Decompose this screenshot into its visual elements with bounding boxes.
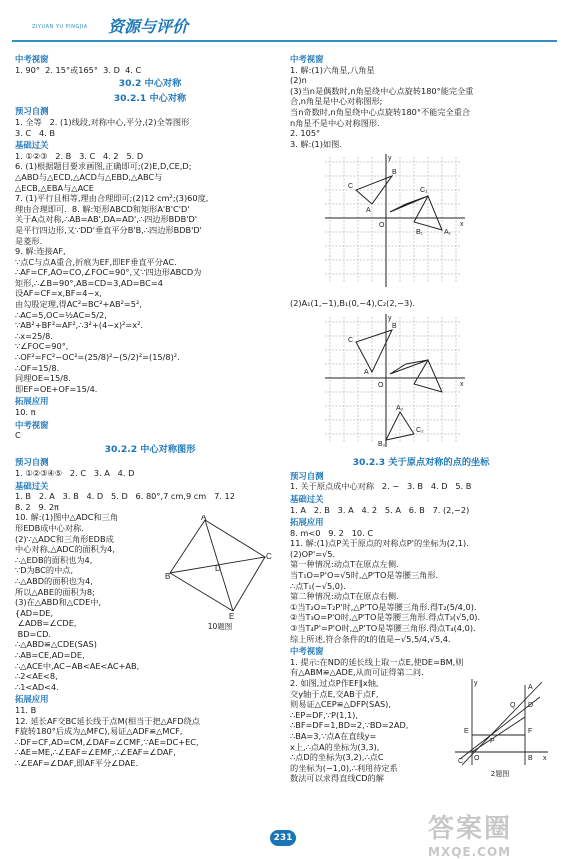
svg-text:y: y (388, 155, 392, 163)
subchapter-heading: 30.2.1 中心对称 (113, 92, 187, 104)
answer-line: ∴AB=CE,AD=DE, (15, 650, 85, 661)
figure-10 (165, 515, 275, 631)
svg-text:y: y (388, 314, 392, 322)
answer-line: 数法可以求得直线CD的解 (290, 773, 384, 784)
figure-caption: 2题图 (490, 770, 510, 779)
answer-line: ∴EP=DF,∵P(1,1), (290, 709, 358, 720)
svg-text:A: A (366, 207, 371, 215)
svg-text:B: B (392, 322, 397, 330)
answer-line: 是平行四边形,又∵DD'垂直平分B'B,∴四边形BDB'D' (15, 224, 202, 235)
coordinate-grid-figure-2 (320, 312, 552, 455)
svg-text:Q: Q (510, 701, 516, 709)
svg-text:D: D (215, 564, 221, 574)
answer-line: 第一种情况:动点T在原点左侧. (290, 559, 399, 570)
left-column (15, 52, 285, 769)
svg-text:O: O (474, 754, 480, 762)
answer-line: 理由合理即可. 8. 解:矩形ABCD和矩形A'B'C'D' (15, 203, 190, 214)
answer-line: ∴∠EAF=∠DAF,即AF平分∠DAE. (15, 758, 139, 768)
answer-line: ∴点D的坐标为(3,2),∴点C (290, 752, 384, 763)
answer-line: 1. 全等 2. (1)线段,对称中心,平分,(2)全等图形 (15, 116, 190, 127)
answer-line: ∴2<AE<8, (15, 671, 58, 682)
answer-line: 3. 解:(1)如图. (290, 138, 342, 149)
chapter-heading: 30.2 中心对称 (118, 78, 182, 90)
answer-line: 综上所述,符合条件的t的值是−√5,5/4,√5,4. (290, 633, 451, 644)
answer-line: ③当T₄P'=P'O时,△P'TO是等腰三角形.得点T₄(4,0). (290, 623, 476, 634)
answer-line: 1. 关于原点成中心对称 2. − 3. B 4. D 5. B (290, 481, 472, 492)
answer-line: 1. B 2. A 3. B 4. D 5. D 6. 80°,7 cm,9 cm 7. 12 (15, 491, 235, 502)
answer-line: (3)在△ABD和△CDE中, (15, 597, 102, 608)
answer-line: 则易证△CEP≌△DFP(SAS), (290, 699, 391, 710)
section-label: 预习自测 (15, 457, 49, 468)
answer-line: 是菱形. (15, 235, 43, 246)
answer-line: x上,∴点A的坐标为(3,3), (290, 741, 380, 752)
answer-line: 1. A 2. B 3. A 4. 2 5. A 6. B 7. (2,−2) (290, 504, 470, 515)
section-label: 预习自测 (15, 106, 49, 117)
section-label: 基础过关 (15, 480, 49, 491)
svg-text:B₂: B₂ (378, 440, 386, 448)
answer-line: BD=CD. (15, 628, 52, 639)
section-label: 中考视窗 (290, 646, 324, 657)
svg-text:O: O (378, 381, 384, 389)
watermark-text: 答案圈 (428, 814, 513, 844)
section-label: 基础过关 (290, 493, 324, 504)
answer-line: 7. (1)平行且相等,理由合理即可;(2)12 cm²;(3)60度, (15, 193, 209, 204)
answer-line: (2)∵△ADC和三角形EDB成 (15, 533, 114, 544)
figure-2 (450, 677, 550, 777)
section-label: 拓展应用 (15, 396, 49, 407)
answer-line: ∴AE=ME,∴∠EAF=∠EMF,∴∠EAF=∠DAF, (15, 747, 176, 758)
watermark (428, 808, 558, 859)
answer-block (290, 657, 552, 784)
answer-line: ∴△EDB的面积也为4, (15, 554, 93, 565)
header-rule (12, 40, 557, 42)
svg-text:A: A (528, 683, 533, 691)
svg-text:C: C (348, 336, 354, 344)
answer-line: 2. 如图,过点P作EF∥x轴, (290, 678, 379, 688)
answer-line: ∴BA=3,∵点A在直线y= (290, 730, 377, 741)
section-label: 基础过关 (15, 140, 49, 151)
svg-text:C₂: C₂ (416, 426, 424, 434)
answer-line: 第二种情况:动点T在原点右侧. (290, 591, 399, 602)
answer-line: 由勾股定理,得AC²=BC²+AB²=5², (15, 299, 142, 310)
figure-caption: 10题图 (207, 621, 233, 631)
answer-line: ∴点T₁(−√5,0). (290, 580, 346, 591)
section-label: 中考视窗 (15, 419, 49, 430)
svg-text:B: B (392, 169, 397, 177)
answer-line: 所以△ABE的面积为8; (15, 586, 95, 597)
answer-line: 11. B (15, 705, 37, 716)
answer-line: 当n奇数时,n角星绕中心点旋转180°不能完全重合 (290, 106, 471, 117)
svg-text:B₁: B₁ (416, 229, 424, 237)
svg-text:x: x (460, 380, 464, 388)
answer-line: △ECB,△EBA与△ACE (15, 182, 94, 193)
answer-line: 关于A点对称,∴AB=AB',DA=AD',∴四边形BDB'D' (15, 214, 197, 225)
answer-line: 11. 解:(1)点P关于原点的对称点P'的坐标为(2,1). (290, 538, 469, 549)
answer-line: ∠ADB=∠CDE, (15, 618, 77, 629)
answer-line: ∵∠FOC=90°, (15, 341, 69, 352)
answer-line: {AD=DE, (15, 607, 54, 618)
answer-line: ∴AC=5,OC=½AC=5/2, (15, 309, 107, 320)
header-pinyin: ZIYUAN YU PINGJIA (32, 24, 88, 30)
answer-line: 12. 延长AF交BC延长线于点M(相当于把△AFD绕点 (15, 715, 200, 726)
answer-line: 设AF=CF=x,BF=4−x, (15, 288, 102, 299)
answer-line: F旋转180°后成为△MFC),易证△ADF≌△MCF, (15, 726, 183, 737)
page-number: 231 (270, 830, 296, 846)
svg-text:B: B (528, 754, 533, 762)
svg-text:y: y (474, 679, 478, 687)
subchapter-heading: 30.2.2 中心对称图形 (104, 443, 196, 455)
svg-text:O: O (379, 222, 385, 230)
answer-line: 当T₁O=P'O=√5时,△P'TO是等腰三角形. (290, 570, 439, 581)
coordinate-grid-figure-1 (320, 152, 552, 295)
answer-line: △ABD与△ECD,△ACD与△EBD,△ABC与 (15, 171, 163, 182)
svg-text:A: A (364, 368, 369, 376)
answer-line: 矩形,∴∠B=90°,AB=CD=3,AD=BC=4 (15, 277, 163, 288)
watermark-subtext: MXQE.COM (428, 845, 512, 859)
section-label: 中考视窗 (290, 54, 324, 64)
answer-line: ①当T₂O=T₂P'时,△P'TO是等腰三角形.得T₂(5/4,0). (290, 601, 477, 612)
answer-line: 1. ①②③④⑤ 2. C 3. A 4. D (15, 467, 135, 478)
answer-line: C (15, 430, 21, 441)
answer-line: (2)OP'=√5. (290, 548, 336, 559)
svg-text:B: B (165, 572, 171, 582)
grid-diagram-1 (320, 152, 470, 292)
answer-line: ∵点C与点A重合,折痕为EF,即EF垂直平分AC. (15, 256, 177, 267)
figure-10-diagram (165, 515, 275, 619)
answer-line: 1. 解:(1)六角星,八角星 (290, 64, 375, 75)
svg-text:A₂: A₂ (396, 404, 404, 412)
header-title: 资源与评价 (108, 17, 189, 36)
svg-text:E: E (229, 612, 235, 620)
svg-text:P: P (490, 737, 495, 745)
answer-line: ∴1<AD<4. (15, 681, 59, 692)
answer-line: ∴OF=15/8. (15, 362, 60, 373)
svg-text:F: F (528, 727, 533, 735)
section-label: 预习自测 (290, 470, 324, 481)
answer-line: 6. (1)根据题目要求画图,正确即可;(2)E,D,CE,D; (15, 161, 192, 172)
answer-line: ∴AF=CF,AO=CO,∠FOC=90°,又∵四边形ABCD为 (15, 267, 202, 278)
svg-text:C: C (348, 183, 354, 191)
svg-text:x: x (543, 754, 547, 762)
answer-line: 8. 2 9. 2π (15, 501, 59, 512)
answer-line: 有△ABM≌△ADE,从而可证得第二问. (290, 667, 424, 678)
answer-line: ∴△ABD≌△CDE(SAS) (15, 639, 97, 650)
answer-line: 的坐标为(−1,0),∴利用待定系 (290, 762, 398, 773)
answer-line: ②当T₃O=P'O时,△P'TO是等腰三角形.得点T₃(√5,0). (290, 612, 481, 623)
svg-text:A₁: A₁ (444, 229, 452, 237)
grid-diagram-2 (320, 312, 470, 452)
svg-text:x: x (460, 221, 464, 229)
answer-line: 2. 105° (290, 128, 321, 139)
answer-line: 中心对称,△ADC的面积为4, (15, 544, 115, 555)
answer-line: 10. 解:(1)图中△ADC和三角 (15, 512, 119, 523)
answer-line: ∵D为BC的中点, (15, 565, 74, 576)
answer-line: ∴BF=DF=1,BD=2,∵BD=2AD, (290, 720, 409, 731)
answer-line: 形EDB成中心对称. (15, 522, 84, 533)
answer-line: (3)当n是偶数时,n角星绕中心点旋转180°能完全重 (290, 85, 474, 96)
answer-line: 同理OE=15/8. (15, 373, 71, 384)
answer-line: (2)A₁(1,−1),B₁(0,−4),C₂(2,−3). (290, 297, 415, 308)
answer-line: 即EF=OE+OF=15/4. (15, 383, 98, 394)
answer-line: n角星不是中心对称图形. (290, 117, 380, 128)
page-header (12, 6, 557, 46)
answer-line: 8. m<0 9. 2 10. C (290, 527, 374, 538)
svg-text:A: A (201, 515, 207, 523)
answer-line: ∴DF=CF,AD=CM,∠DAF=∠CMF,∵AE=DC+EC, (15, 736, 199, 747)
figure-2-diagram (450, 677, 550, 767)
answer-line: 3. C 4. B (15, 127, 55, 138)
svg-text:D: D (528, 701, 534, 709)
svg-text:C: C (458, 757, 464, 765)
answer-line: ∴OF²=FC²−OC²=(25/8)²−(5/2)²=(15/8)². (15, 352, 180, 363)
answer-line: ∵AB²+BF²=AF²,∴3²+(4−x)²=x². (15, 320, 143, 331)
subchapter-heading: 30.2.3 关于原点对称的点的坐标 (352, 457, 490, 469)
answer-line: 9. 解:连接AF, (15, 246, 66, 257)
section-label: 拓展应用 (290, 517, 324, 528)
svg-text:C₁: C₁ (420, 187, 428, 195)
svg-text:C: C (266, 552, 272, 562)
section-label: 中考视窗 (15, 54, 49, 64)
answer-line: 1. ①②③ 2. B 3. C 4. 2 5. D (15, 150, 144, 161)
right-column (290, 52, 552, 784)
answer-block (15, 151, 285, 395)
answer-line: (2)n (290, 75, 307, 86)
answer-line: 合,n角星是中心对称图形; (290, 96, 383, 107)
answer-block (15, 491, 285, 692)
answer-line: 1. 提示:在ND的延长线上取一点E,使DE=BM,则 (290, 656, 464, 667)
answer-line: 10. π (15, 407, 36, 417)
section-label: 拓展应用 (15, 694, 49, 705)
svg-text:E: E (464, 727, 469, 735)
answer-line: 交y轴于点E,交AB于点F, (290, 688, 379, 699)
answer-line: 1. 90° 2. 15°或165° 3. D 4. C (15, 64, 142, 75)
answer-line: ∴△ABD的面积也为4, (15, 575, 93, 586)
answer-line: ∴x=25/8. (15, 330, 53, 341)
answer-line: ∴△ACE中,AC−AB<AE<AC+AB, (15, 660, 140, 671)
